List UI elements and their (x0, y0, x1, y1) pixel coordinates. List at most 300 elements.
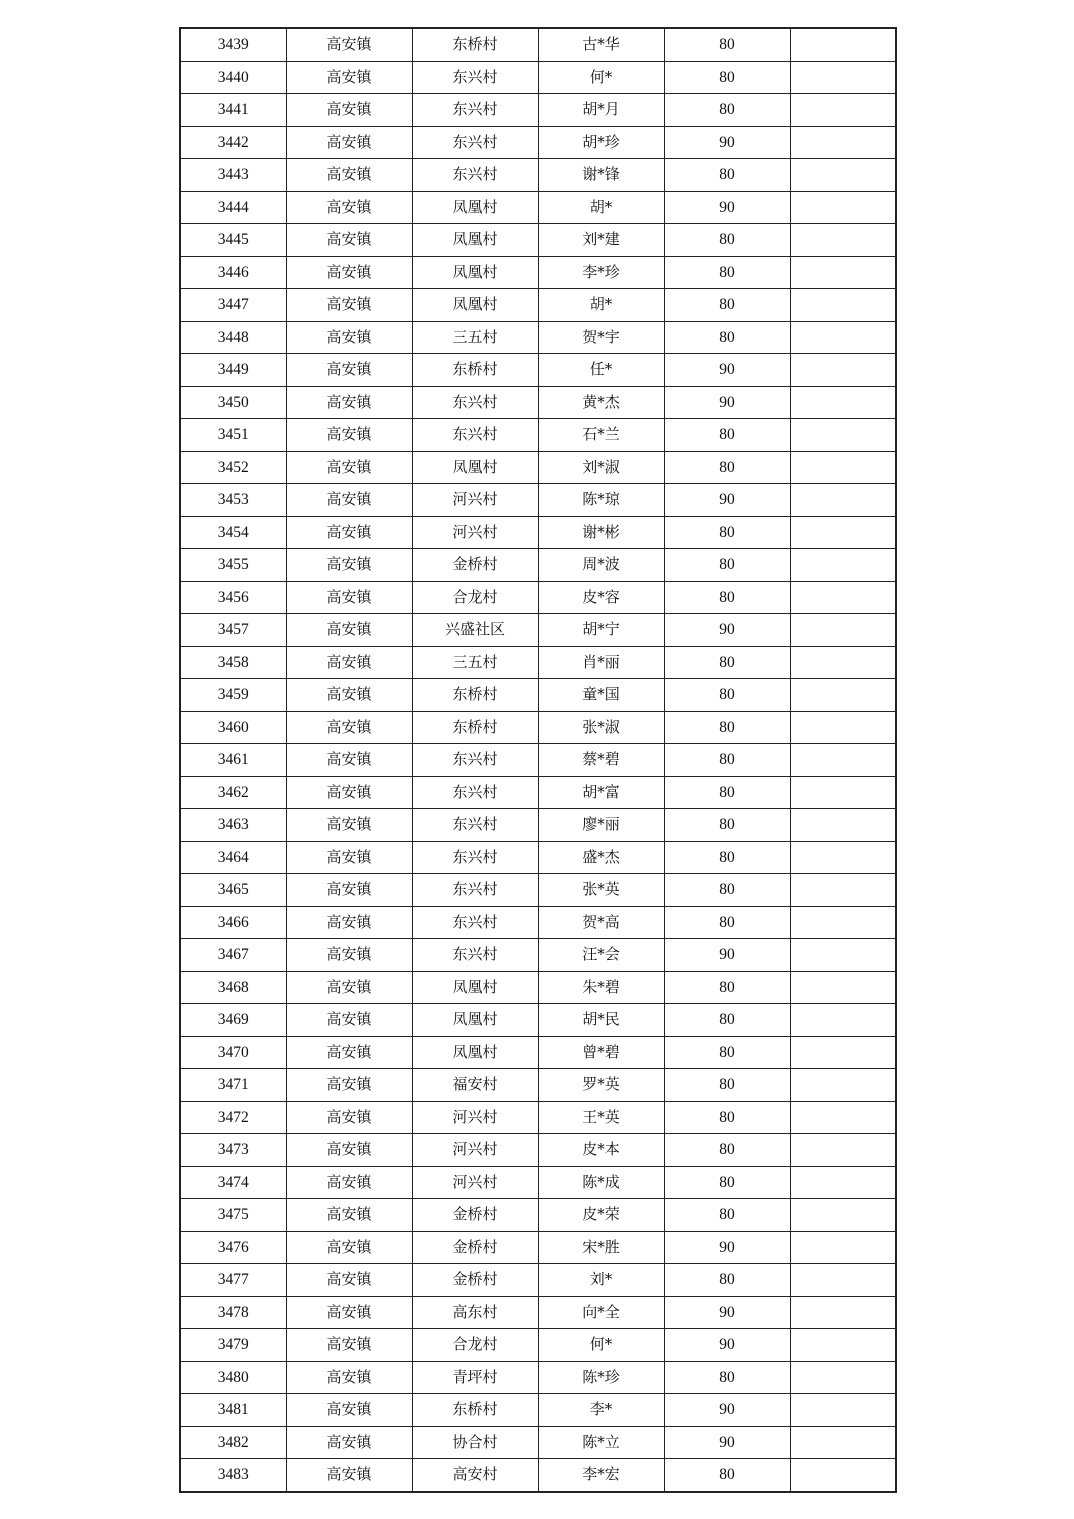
serial-number-cell: 3480 (180, 1361, 286, 1394)
table-row (180, 1459, 896, 1492)
table-row (180, 614, 896, 647)
table-row (180, 1134, 896, 1167)
village-cell: 凤凰村 (412, 971, 538, 1004)
village-cell: 凤凰村 (412, 256, 538, 289)
town-cell: 高安镇 (286, 1459, 412, 1492)
serial-number-cell: 3447 (180, 289, 286, 322)
remark-cell (790, 1296, 896, 1329)
town-cell: 高安镇 (286, 159, 412, 192)
score-cell: 80 (664, 874, 790, 907)
town-cell: 高安镇 (286, 776, 412, 809)
score-cell: 80 (664, 224, 790, 257)
score-cell: 90 (664, 939, 790, 972)
score-cell: 90 (664, 126, 790, 159)
person-name-cell: 古*华 (538, 28, 664, 61)
remark-cell (790, 1264, 896, 1297)
village-cell: 东兴村 (412, 809, 538, 842)
score-cell: 80 (664, 809, 790, 842)
village-cell: 合龙村 (412, 581, 538, 614)
table-row (180, 354, 896, 387)
serial-number-cell: 3469 (180, 1004, 286, 1037)
serial-number-cell: 3472 (180, 1101, 286, 1134)
town-cell: 高安镇 (286, 126, 412, 159)
serial-number-cell: 3467 (180, 939, 286, 972)
person-name-cell: 谢*彬 (538, 516, 664, 549)
serial-number-cell: 3476 (180, 1231, 286, 1264)
town-cell: 高安镇 (286, 1394, 412, 1427)
village-cell: 凤凰村 (412, 1004, 538, 1037)
table-row (180, 419, 896, 452)
score-cell: 90 (664, 1329, 790, 1362)
village-cell: 东兴村 (412, 94, 538, 127)
person-name-cell: 宋*胜 (538, 1231, 664, 1264)
table-row (180, 159, 896, 192)
serial-number-cell: 3445 (180, 224, 286, 257)
serial-number-cell: 3477 (180, 1264, 286, 1297)
remark-cell (790, 256, 896, 289)
village-cell: 三五村 (412, 646, 538, 679)
village-cell: 东兴村 (412, 776, 538, 809)
serial-number-cell: 3483 (180, 1459, 286, 1492)
remark-cell (790, 1329, 896, 1362)
village-cell: 兴盛社区 (412, 614, 538, 647)
score-cell: 90 (664, 1426, 790, 1459)
town-cell: 高安镇 (286, 1329, 412, 1362)
remark-cell (790, 386, 896, 419)
serial-number-cell: 3479 (180, 1329, 286, 1362)
person-name-cell: 廖*丽 (538, 809, 664, 842)
serial-number-cell: 3466 (180, 906, 286, 939)
remark-cell (790, 1069, 896, 1102)
town-cell: 高安镇 (286, 646, 412, 679)
table-row (180, 94, 896, 127)
village-cell: 金桥村 (412, 549, 538, 582)
score-cell: 90 (664, 1394, 790, 1427)
table-row (180, 841, 896, 874)
town-cell: 高安镇 (286, 451, 412, 484)
town-cell: 高安镇 (286, 679, 412, 712)
table-row (180, 386, 896, 419)
town-cell: 高安镇 (286, 874, 412, 907)
score-cell: 80 (664, 971, 790, 1004)
village-cell: 高安村 (412, 1459, 538, 1492)
town-cell: 高安镇 (286, 1296, 412, 1329)
village-cell: 三五村 (412, 321, 538, 354)
town-cell: 高安镇 (286, 1231, 412, 1264)
person-name-cell: 盛*杰 (538, 841, 664, 874)
score-cell: 80 (664, 1264, 790, 1297)
town-cell: 高安镇 (286, 256, 412, 289)
town-cell: 高安镇 (286, 549, 412, 582)
remark-cell (790, 1166, 896, 1199)
table-row (180, 1296, 896, 1329)
score-cell: 80 (664, 1036, 790, 1069)
serial-number-cell: 3460 (180, 711, 286, 744)
person-name-cell: 皮*容 (538, 581, 664, 614)
table-row (180, 451, 896, 484)
remark-cell (790, 1459, 896, 1492)
town-cell: 高安镇 (286, 906, 412, 939)
table-row (180, 906, 896, 939)
person-name-cell: 曾*碧 (538, 1036, 664, 1069)
serial-number-cell: 3459 (180, 679, 286, 712)
village-cell: 高东村 (412, 1296, 538, 1329)
serial-number-cell: 3442 (180, 126, 286, 159)
serial-number-cell: 3456 (180, 581, 286, 614)
score-cell: 90 (664, 1296, 790, 1329)
remark-cell (790, 28, 896, 61)
score-cell: 80 (664, 94, 790, 127)
table-row (180, 549, 896, 582)
town-cell: 高安镇 (286, 1004, 412, 1037)
town-cell: 高安镇 (286, 516, 412, 549)
serial-number-cell: 3448 (180, 321, 286, 354)
remark-cell (790, 1361, 896, 1394)
remark-cell (790, 289, 896, 322)
serial-number-cell: 3444 (180, 191, 286, 224)
person-name-cell: 朱*碧 (538, 971, 664, 1004)
village-cell: 河兴村 (412, 1134, 538, 1167)
village-cell: 青坪村 (412, 1361, 538, 1394)
score-cell: 80 (664, 841, 790, 874)
person-name-cell: 肖*丽 (538, 646, 664, 679)
score-cell: 90 (664, 484, 790, 517)
person-name-cell: 何* (538, 61, 664, 94)
remark-cell (790, 906, 896, 939)
score-cell: 80 (664, 1459, 790, 1492)
serial-number-cell: 3452 (180, 451, 286, 484)
score-cell: 80 (664, 516, 790, 549)
town-cell: 高安镇 (286, 321, 412, 354)
person-name-cell: 王*英 (538, 1101, 664, 1134)
person-name-cell: 谢*锋 (538, 159, 664, 192)
serial-number-cell: 3471 (180, 1069, 286, 1102)
town-cell: 高安镇 (286, 61, 412, 94)
person-name-cell: 李* (538, 1394, 664, 1427)
person-name-cell: 石*兰 (538, 419, 664, 452)
remark-cell (790, 874, 896, 907)
score-cell: 90 (664, 386, 790, 419)
serial-number-cell: 3451 (180, 419, 286, 452)
person-name-cell: 胡* (538, 191, 664, 224)
person-name-cell: 张*淑 (538, 711, 664, 744)
remark-cell (790, 776, 896, 809)
remark-cell (790, 939, 896, 972)
serial-number-cell: 3465 (180, 874, 286, 907)
remark-cell (790, 321, 896, 354)
town-cell: 高安镇 (286, 841, 412, 874)
table-row (180, 289, 896, 322)
table-row (180, 581, 896, 614)
table-row (180, 744, 896, 777)
score-cell: 80 (664, 1166, 790, 1199)
roster-table-body (180, 28, 896, 1492)
town-cell: 高安镇 (286, 614, 412, 647)
serial-number-cell: 3454 (180, 516, 286, 549)
score-cell: 80 (664, 1004, 790, 1037)
person-name-cell: 胡*珍 (538, 126, 664, 159)
remark-cell (790, 841, 896, 874)
town-cell: 高安镇 (286, 1426, 412, 1459)
town-cell: 高安镇 (286, 289, 412, 322)
remark-cell (790, 484, 896, 517)
town-cell: 高安镇 (286, 191, 412, 224)
table-row (180, 321, 896, 354)
score-cell: 80 (664, 776, 790, 809)
serial-number-cell: 3470 (180, 1036, 286, 1069)
remark-cell (790, 191, 896, 224)
person-name-cell: 李*宏 (538, 1459, 664, 1492)
person-name-cell: 贺*高 (538, 906, 664, 939)
table-row (180, 1199, 896, 1232)
village-cell: 东兴村 (412, 744, 538, 777)
score-cell: 90 (664, 191, 790, 224)
score-cell: 80 (664, 711, 790, 744)
village-cell: 福安村 (412, 1069, 538, 1102)
table-row (180, 61, 896, 94)
village-cell: 东兴村 (412, 386, 538, 419)
person-name-cell: 罗*英 (538, 1069, 664, 1102)
score-cell: 80 (664, 451, 790, 484)
village-cell: 河兴村 (412, 1101, 538, 1134)
town-cell: 高安镇 (286, 1134, 412, 1167)
town-cell: 高安镇 (286, 1069, 412, 1102)
remark-cell (790, 1199, 896, 1232)
village-cell: 金桥村 (412, 1199, 538, 1232)
serial-number-cell: 3446 (180, 256, 286, 289)
serial-number-cell: 3440 (180, 61, 286, 94)
table-row (180, 1394, 896, 1427)
person-name-cell: 胡*富 (538, 776, 664, 809)
serial-number-cell: 3462 (180, 776, 286, 809)
person-name-cell: 贺*宇 (538, 321, 664, 354)
table-row (180, 484, 896, 517)
serial-number-cell: 3468 (180, 971, 286, 1004)
town-cell: 高安镇 (286, 484, 412, 517)
remark-cell (790, 614, 896, 647)
table-row (180, 874, 896, 907)
remark-cell (790, 809, 896, 842)
village-cell: 东桥村 (412, 711, 538, 744)
person-name-cell: 周*波 (538, 549, 664, 582)
table-row (180, 1329, 896, 1362)
person-name-cell: 皮*荣 (538, 1199, 664, 1232)
remark-cell (790, 94, 896, 127)
table-row (180, 1036, 896, 1069)
table-row (180, 126, 896, 159)
person-name-cell: 陈*珍 (538, 1361, 664, 1394)
score-cell: 90 (664, 614, 790, 647)
table-row (180, 224, 896, 257)
serial-number-cell: 3474 (180, 1166, 286, 1199)
remark-cell (790, 1231, 896, 1264)
score-cell: 80 (664, 1134, 790, 1167)
serial-number-cell: 3463 (180, 809, 286, 842)
serial-number-cell: 3458 (180, 646, 286, 679)
table-row (180, 1069, 896, 1102)
town-cell: 高安镇 (286, 419, 412, 452)
remark-cell (790, 744, 896, 777)
roster-table (179, 27, 897, 1493)
remark-cell (790, 126, 896, 159)
table-row (180, 1231, 896, 1264)
remark-cell (790, 646, 896, 679)
village-cell: 东兴村 (412, 906, 538, 939)
table-row (180, 776, 896, 809)
serial-number-cell: 3455 (180, 549, 286, 582)
person-name-cell: 向*全 (538, 1296, 664, 1329)
table-row (180, 1101, 896, 1134)
score-cell: 80 (664, 28, 790, 61)
score-cell: 80 (664, 1199, 790, 1232)
village-cell: 协合村 (412, 1426, 538, 1459)
person-name-cell: 胡*宁 (538, 614, 664, 647)
score-cell: 80 (664, 289, 790, 322)
town-cell: 高安镇 (286, 1199, 412, 1232)
remark-cell (790, 1036, 896, 1069)
town-cell: 高安镇 (286, 1264, 412, 1297)
remark-cell (790, 1004, 896, 1037)
village-cell: 合龙村 (412, 1329, 538, 1362)
serial-number-cell: 3461 (180, 744, 286, 777)
score-cell: 80 (664, 159, 790, 192)
town-cell: 高安镇 (286, 1036, 412, 1069)
person-name-cell: 李*珍 (538, 256, 664, 289)
remark-cell (790, 61, 896, 94)
town-cell: 高安镇 (286, 94, 412, 127)
table-row (180, 1004, 896, 1037)
table-row (180, 971, 896, 1004)
village-cell: 东兴村 (412, 874, 538, 907)
town-cell: 高安镇 (286, 581, 412, 614)
village-cell: 河兴村 (412, 484, 538, 517)
person-name-cell: 刘* (538, 1264, 664, 1297)
serial-number-cell: 3473 (180, 1134, 286, 1167)
table-row (180, 809, 896, 842)
table-row (180, 1166, 896, 1199)
person-name-cell: 汪*会 (538, 939, 664, 972)
town-cell: 高安镇 (286, 224, 412, 257)
remark-cell (790, 679, 896, 712)
town-cell: 高安镇 (286, 28, 412, 61)
village-cell: 河兴村 (412, 516, 538, 549)
serial-number-cell: 3450 (180, 386, 286, 419)
score-cell: 80 (664, 419, 790, 452)
village-cell: 东桥村 (412, 679, 538, 712)
person-name-cell: 蔡*碧 (538, 744, 664, 777)
town-cell: 高安镇 (286, 1101, 412, 1134)
serial-number-cell: 3441 (180, 94, 286, 127)
village-cell: 凤凰村 (412, 191, 538, 224)
person-name-cell: 何* (538, 1329, 664, 1362)
village-cell: 凤凰村 (412, 289, 538, 322)
remark-cell (790, 224, 896, 257)
village-cell: 东兴村 (412, 61, 538, 94)
serial-number-cell: 3457 (180, 614, 286, 647)
village-cell: 河兴村 (412, 1166, 538, 1199)
remark-cell (790, 711, 896, 744)
table-row (180, 1426, 896, 1459)
village-cell: 凤凰村 (412, 1036, 538, 1069)
score-cell: 80 (664, 679, 790, 712)
table-row (180, 1361, 896, 1394)
serial-number-cell: 3475 (180, 1199, 286, 1232)
score-cell: 80 (664, 61, 790, 94)
score-cell: 80 (664, 646, 790, 679)
score-cell: 80 (664, 1069, 790, 1102)
village-cell: 东桥村 (412, 354, 538, 387)
village-cell: 东兴村 (412, 419, 538, 452)
remark-cell (790, 354, 896, 387)
town-cell: 高安镇 (286, 1361, 412, 1394)
person-name-cell: 刘*建 (538, 224, 664, 257)
village-cell: 东兴村 (412, 841, 538, 874)
remark-cell (790, 1394, 896, 1427)
remark-cell (790, 1101, 896, 1134)
table-row (180, 256, 896, 289)
table-row (180, 939, 896, 972)
village-cell: 凤凰村 (412, 451, 538, 484)
remark-cell (790, 581, 896, 614)
score-cell: 80 (664, 549, 790, 582)
remark-cell (790, 516, 896, 549)
serial-number-cell: 3481 (180, 1394, 286, 1427)
score-cell: 80 (664, 256, 790, 289)
village-cell: 凤凰村 (412, 224, 538, 257)
town-cell: 高安镇 (286, 939, 412, 972)
village-cell: 东兴村 (412, 159, 538, 192)
person-name-cell: 陈*琼 (538, 484, 664, 517)
village-cell: 金桥村 (412, 1231, 538, 1264)
serial-number-cell: 3478 (180, 1296, 286, 1329)
remark-cell (790, 1134, 896, 1167)
score-cell: 90 (664, 1231, 790, 1264)
person-name-cell: 皮*本 (538, 1134, 664, 1167)
person-name-cell: 陈*立 (538, 1426, 664, 1459)
village-cell: 东兴村 (412, 939, 538, 972)
town-cell: 高安镇 (286, 354, 412, 387)
table-row (180, 711, 896, 744)
table-row (180, 191, 896, 224)
village-cell: 东桥村 (412, 1394, 538, 1427)
serial-number-cell: 3443 (180, 159, 286, 192)
score-cell: 80 (664, 321, 790, 354)
town-cell: 高安镇 (286, 744, 412, 777)
serial-number-cell: 3453 (180, 484, 286, 517)
table-row (180, 679, 896, 712)
score-cell: 80 (664, 744, 790, 777)
remark-cell (790, 1426, 896, 1459)
score-cell: 80 (664, 1101, 790, 1134)
table-row (180, 516, 896, 549)
town-cell: 高安镇 (286, 1166, 412, 1199)
score-cell: 80 (664, 906, 790, 939)
score-cell: 80 (664, 1361, 790, 1394)
village-cell: 东兴村 (412, 126, 538, 159)
person-name-cell: 胡*民 (538, 1004, 664, 1037)
town-cell: 高安镇 (286, 711, 412, 744)
person-name-cell: 陈*成 (538, 1166, 664, 1199)
score-cell: 80 (664, 581, 790, 614)
person-name-cell: 胡* (538, 289, 664, 322)
table-row (180, 28, 896, 61)
remark-cell (790, 451, 896, 484)
table-row (180, 646, 896, 679)
person-name-cell: 胡*月 (538, 94, 664, 127)
person-name-cell: 任* (538, 354, 664, 387)
remark-cell (790, 549, 896, 582)
serial-number-cell: 3439 (180, 28, 286, 61)
